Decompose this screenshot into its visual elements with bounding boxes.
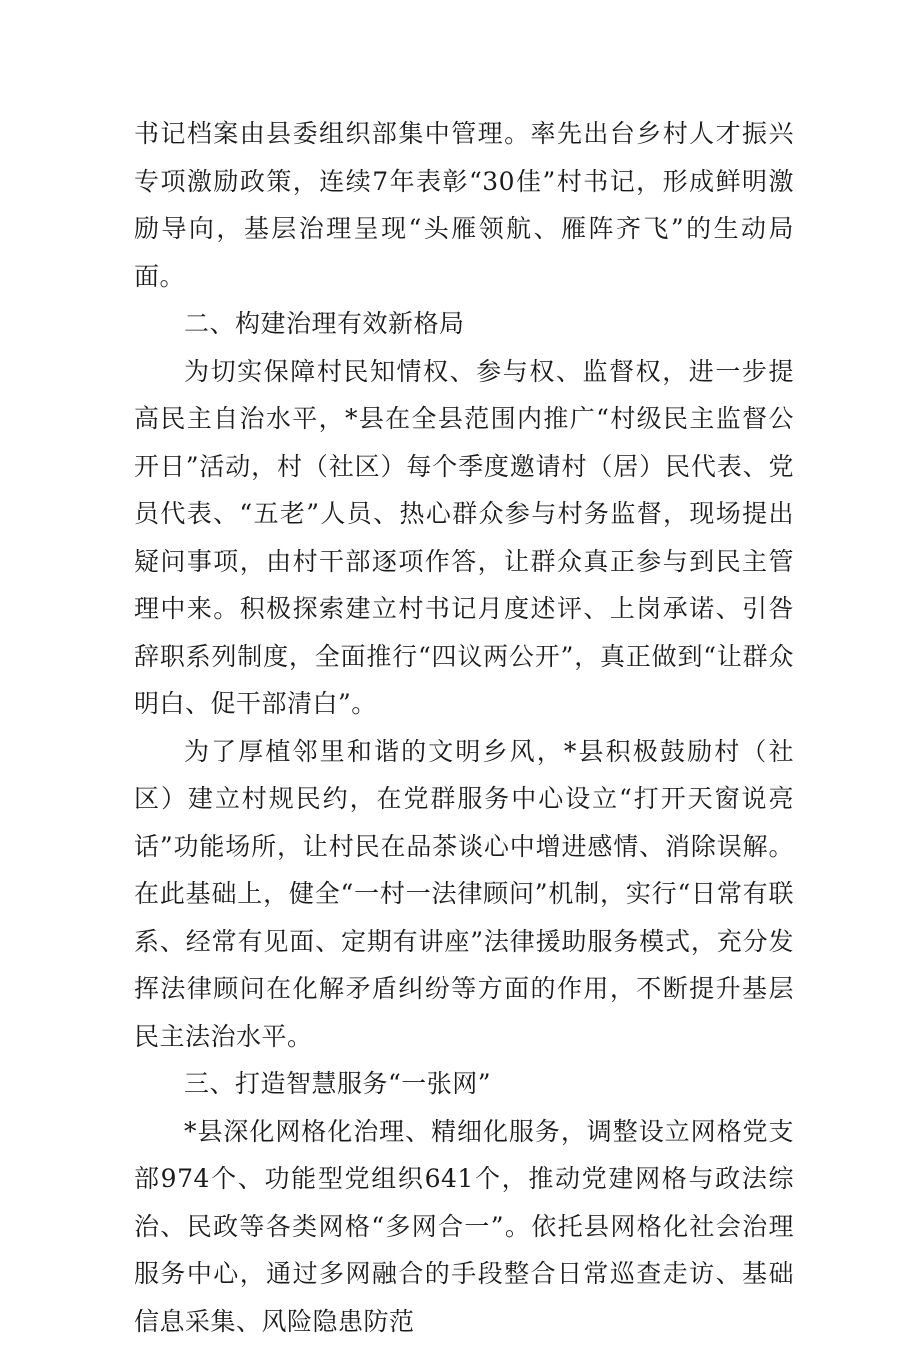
paragraph-grid-governance: *县深化网格化治理、精细化服务，调整设立网格党支部974个、功能型党组织641个，推动党建网格与政法综治、民政等各类网格“多网合一”。依托县网格化社会治理服务中心，通过多网融合的手段整合日常巡查走访、基础信息采集、风险隐患防范 (134, 1108, 794, 1345)
section-heading-2: 二、构建治理有效新格局 (134, 300, 794, 348)
paragraph-continuation: 书记档案由县委组织部集中管理。率先出台乡村人才振兴专项激励政策，连续7年表彰“30佳”村书记，形成鲜明激励导向，基层治理呈现“头雁领航、雁阵齐飞”的生动局面。 (134, 110, 794, 300)
paragraph-civilized-village: 为了厚植邻里和谐的文明乡风，*县积极鼓励村（社区）建立村规民约，在党群服务中心设立“打开天窗说亮话”功能场所，让村民在品茶谈心中增进感情、消除误解。在此基础上，健全“一村一法律顾问”机制，实行“日常有联系、经常有见面、定期有讲座”法律援助服务模式，充分发挥法律顾问在化解矛盾纠纷等方面的作用，不断提升基层民主法治水平。 (134, 728, 794, 1061)
document-body (134, 110, 794, 1345)
paragraph-democratic-supervision: 为切实保障村民知情权、参与权、监督权，进一步提高民主自治水平，*县在全县范围内推广“村级民主监督公开日”活动，村（社区）每个季度邀请村（居）民代表、党员代表、“五老”人员、热心群众参与村务监督，现场提出疑问事项，由村干部逐项作答，让群众真正参与到民主管理中来。积极探索建立村书记月度述评、上岗承诺、引咎辞职系列制度，全面推行“四议两公开”，真正做到“让群众明白、促干部清白”。 (134, 348, 794, 728)
section-heading-3: 三、打造智慧服务“一张网” (134, 1060, 794, 1108)
